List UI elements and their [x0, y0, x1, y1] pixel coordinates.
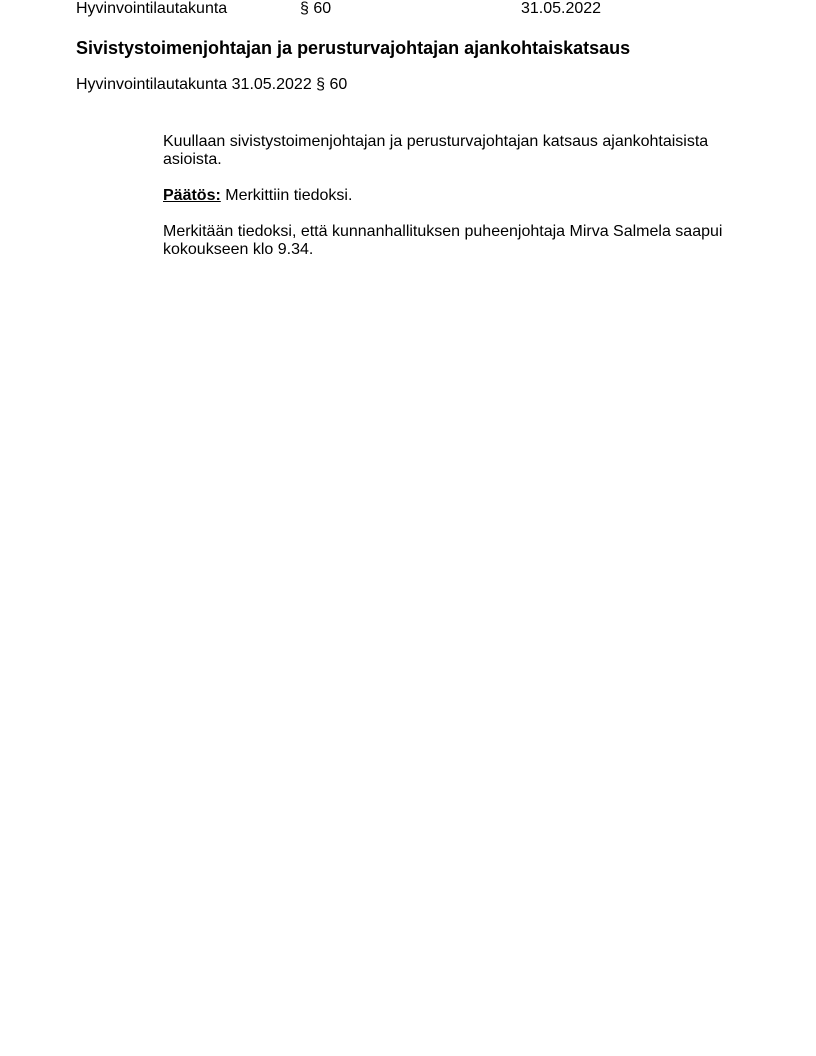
decision-label: Päätös:: [163, 187, 221, 204]
document-header: [0, 0, 816, 20]
header-organization: Hyvinvointilautakunta: [76, 0, 228, 17]
header-date: 31.05.2022: [521, 0, 602, 17]
decision-paragraph: [163, 187, 733, 205]
note-paragraph: Merkitään tiedoksi, että kunnanhallituksen puheenjohtaja Mirva Salmela saapui kokoukseen klo 9.34.: [163, 223, 723, 258]
decision-text: Merkittiin tiedoksi.: [220, 187, 353, 204]
header-section-number: § 60: [300, 0, 332, 17]
intro-paragraph: Kuullaan sivistystoimenjohtajan ja perusturvajohtajan katsaus ajankohtaisista asioista.: [163, 133, 709, 168]
document-title: Sivistystoimenjohtajan ja perusturvajohtajan ajankohtaiskatsaus: [76, 38, 631, 58]
meeting-reference: Hyvinvointilautakunta 31.05.2022 § 60: [76, 76, 348, 93]
document-body: [163, 133, 733, 277]
